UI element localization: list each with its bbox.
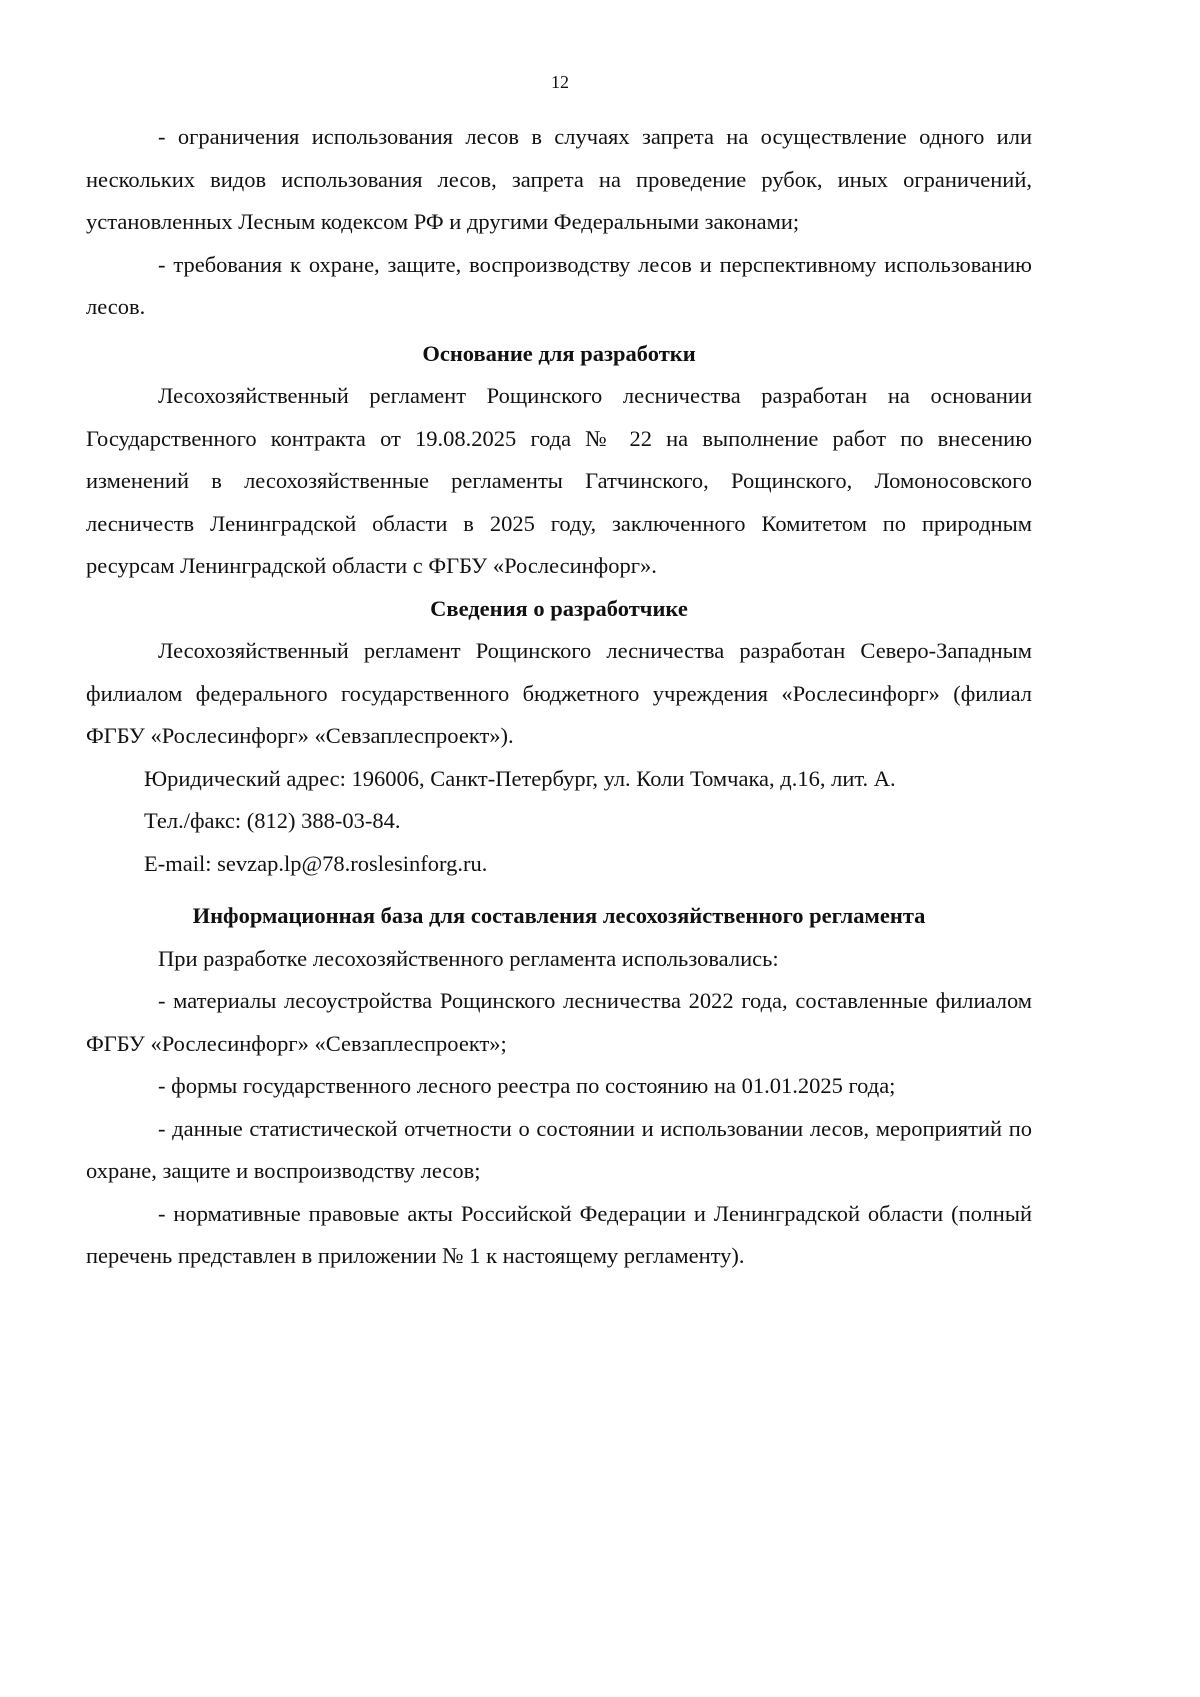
list-item: - нормативные правовые акты Российской Федерации и Ленинградской области (полный перечень представлен в приложении № 1 к настоящему регламенту). [86, 1200, 1032, 1268]
section-heading-information-base: Информационная база для составления лесохозяйственного регламента [192, 903, 926, 928]
section-heading-basis: Основание для разработки [422, 340, 696, 366]
developer-paragraph: Лесохозяйственный регламент Рощинского лесничества разработан Северо-Западным филиалом федерального государственного бюджетного учреждения «Рослесинфорг» (филиал ФГБУ «Рослесинфорг» «Севзаплеспроект»). [86, 638, 1032, 748]
page-content [86, 116, 1032, 1278]
list-item: - материалы лесоустройства Рощинского лесничества 2022 года, составленные филиалом ФГБУ «Рослесинфорг» «Севзаплеспроект»; [86, 988, 1032, 1056]
legal-address: Юридический адрес: 196006, Санкт-Петербург, ул. Коли Томчака, д.16, лит. А. [144, 765, 896, 791]
information-base-intro: При разработке лесохозяйственного регламента использовались: [158, 945, 779, 971]
requirements-paragraph: - требования к охране, защите, воспроизводству лесов и перспективному использованию лесов. [86, 251, 1032, 319]
phone-fax: Тел./факс: (812) 388-03-84. [144, 808, 401, 833]
section-heading-developer: Сведения о разработчике [430, 595, 688, 621]
page-number: 12 [551, 72, 569, 92]
basis-paragraph: Лесохозяйственный регламент Рощинского лесничества разработан на основании Государственного контракта от 19.08.2025 года № 22 на выполнение работ по внесению изменений в лесохозяйственные регламенты Гатчинского, Рощинского, Ломоносовского лесничеств Ленинградской области в 2025 году, заключенного Комитетом по природным ресурсам Ленинградской области с ФГБУ «Рослесинфорг». [86, 383, 1032, 578]
list-item: - данные статистической отчетности о состоянии и использовании лесов, мероприятий по охране, защите и воспроизводству лесов; [86, 1115, 1032, 1183]
email-address: E-mail: sevzap.lp@78.roslesinforg.ru. [144, 850, 488, 876]
list-item: - формы государственного лесного реестра по состоянию на 01.01.2025 года; [158, 1073, 896, 1098]
restrictions-paragraph: - ограничения использования лесов в случаях запрета на осуществление одного или нескольких видов использования лесов, запрета на проведение рубок, иных ограничений, установленных Лесным кодексом РФ и другими Федеральными законами; [86, 124, 1032, 234]
